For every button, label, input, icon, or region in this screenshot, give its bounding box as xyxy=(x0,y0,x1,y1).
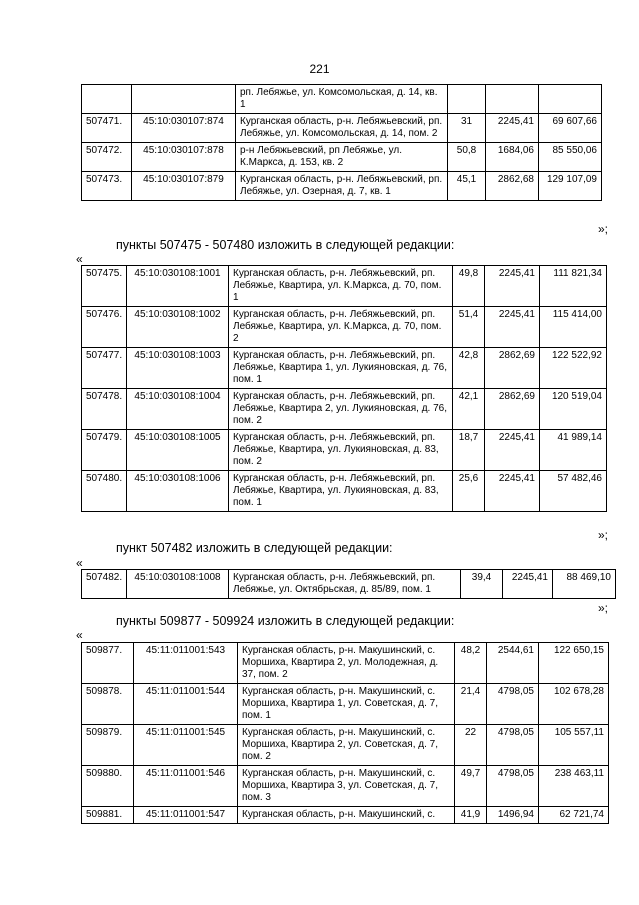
table-row xyxy=(82,172,602,201)
item-number-cell: 507471. xyxy=(82,114,132,143)
unit-price-cell: 2544,61 xyxy=(487,643,539,684)
address-cell: Курганская область, р-н. Лебяжьевский, рп. Лебяжье, Квартира 1, ул. Лукияновская, д. 76, пом. 1 xyxy=(229,348,453,389)
value-cell: 129 107,09 xyxy=(539,172,602,201)
cadastral-number-cell: 45:10:030108:1006 xyxy=(127,471,229,512)
value-cell: 111 821,34 xyxy=(540,266,607,307)
item-number-cell: 509878. xyxy=(82,684,134,725)
unit-price-cell: 2862,68 xyxy=(486,172,539,201)
unit-price-cell: 4798,05 xyxy=(487,766,539,807)
address-cell: Курганская область, р-н. Лебяжьевский, рп. Лебяжье, ул. Комсомольская, д. 14, пом. 2 xyxy=(236,114,448,143)
unit-price-cell: 2245,41 xyxy=(503,570,553,599)
item-number-cell: 507475. xyxy=(82,266,127,307)
table-row xyxy=(82,807,609,824)
address-cell: Курганская область, р-н. Лебяжьевский, рп. Лебяжье, Квартира 2, ул. Лукияновская, д. 76, пом. 2 xyxy=(229,389,453,430)
closing-quote: »; xyxy=(598,528,609,542)
cadastral-number-cell: 45:10:030108:1008 xyxy=(127,570,229,599)
area-cell: 31 xyxy=(448,114,486,143)
table-row xyxy=(82,307,607,348)
amendment-paragraph: пункты 507475 - 507480 изложить в следующей редакции: xyxy=(116,238,455,252)
cadastral-number-cell: 45:11:011001:547 xyxy=(134,807,238,824)
cadastral-number-cell: 45:10:030108:1003 xyxy=(127,348,229,389)
unit-price-cell: 4798,05 xyxy=(487,684,539,725)
value-cell: 238 463,11 xyxy=(539,766,609,807)
closing-quote: »; xyxy=(598,222,609,236)
cadastral-number-cell: 45:10:030107:878 xyxy=(132,143,236,172)
table-row xyxy=(82,266,607,307)
area-cell: 39,4 xyxy=(461,570,503,599)
area-cell: 50,8 xyxy=(448,143,486,172)
value-cell: 69 607,66 xyxy=(539,114,602,143)
area-cell: 22 xyxy=(455,725,487,766)
area-cell: 48,2 xyxy=(455,643,487,684)
unit-price-cell: 4798,05 xyxy=(487,725,539,766)
table-row xyxy=(82,114,602,143)
value-cell: 88 469,10 xyxy=(553,570,616,599)
table-row xyxy=(82,430,607,471)
unit-price-cell: 1496,94 xyxy=(487,807,539,824)
cadastral-number-cell: 45:10:030107:874 xyxy=(132,114,236,143)
item-number-cell xyxy=(82,85,132,114)
area-cell: 49,8 xyxy=(453,266,485,307)
cadastral-number-cell: 45:11:011001:545 xyxy=(134,725,238,766)
item-number-cell: 507480. xyxy=(82,471,127,512)
unit-price-cell: 2862,69 xyxy=(485,389,540,430)
amendment-paragraph: пункт 507482 изложить в следующей редакции: xyxy=(116,541,393,555)
item-number-cell: 509877. xyxy=(82,643,134,684)
cadastral-number-cell: 45:10:030108:1001 xyxy=(127,266,229,307)
address-cell: Курганская область, р-н. Лебяжьевский, рп. Лебяжье, Квартира, ул. Лукияновская, д. 83, пом. 1 xyxy=(229,471,453,512)
item-number-cell: 507478. xyxy=(82,389,127,430)
value-cell: 105 557,11 xyxy=(539,725,609,766)
value-cell: 41 989,14 xyxy=(540,430,607,471)
cadastral-number-cell: 45:11:011001:546 xyxy=(134,766,238,807)
table-row xyxy=(82,684,609,725)
address-cell: Курганская область, р-н. Лебяжьевский, рп. Лебяжье, ул. Октябрьская, д. 85/89, пом. 1 xyxy=(229,570,461,599)
address-cell: Курганская область, р-н. Лебяжьевский, рп. Лебяжье, Квартира, ул. К.Маркса, д. 70, пом. 1 xyxy=(229,266,453,307)
area-cell: 18,7 xyxy=(453,430,485,471)
cadastral-number-cell: 45:10:030108:1002 xyxy=(127,307,229,348)
cadastral-table-4 xyxy=(81,642,609,824)
cadastral-table-1 xyxy=(81,84,602,201)
table-row xyxy=(82,471,607,512)
table-row xyxy=(82,85,602,114)
item-number-cell: 507482. xyxy=(82,570,127,599)
address-cell: р-н Лебяжьевский, рп Лебяжье, ул. К.Маркса, д. 153, кв. 2 xyxy=(236,143,448,172)
table-row xyxy=(82,643,609,684)
unit-price-cell: 2862,69 xyxy=(485,348,540,389)
table-row xyxy=(82,766,609,807)
cadastral-number-cell: 45:10:030108:1004 xyxy=(127,389,229,430)
value-cell: 115 414,00 xyxy=(540,307,607,348)
opening-quote: « xyxy=(76,556,83,570)
item-number-cell: 509881. xyxy=(82,807,134,824)
area-cell xyxy=(448,85,486,114)
area-cell: 51,4 xyxy=(453,307,485,348)
unit-price-cell: 2245,41 xyxy=(485,430,540,471)
cadastral-number-cell: 45:11:011001:543 xyxy=(134,643,238,684)
address-cell: Курганская область, р-н. Макушинский, с. Моршиха, Квартира 3, ул. Советская, д. 7, пом. 3 xyxy=(238,766,455,807)
item-number-cell: 507476. xyxy=(82,307,127,348)
item-number-cell: 507472. xyxy=(82,143,132,172)
area-cell: 42,8 xyxy=(453,348,485,389)
table-row xyxy=(82,348,607,389)
address-cell: Курганская область, р-н. Лебяжьевский, рп. Лебяжье, Квартира, ул. Лукияновская, д. 83, пом. 2 xyxy=(229,430,453,471)
value-cell: 57 482,46 xyxy=(540,471,607,512)
cadastral-number-cell: 45:10:030107:879 xyxy=(132,172,236,201)
unit-price-cell: 2245,41 xyxy=(485,471,540,512)
table-row xyxy=(82,725,609,766)
area-cell: 25,6 xyxy=(453,471,485,512)
value-cell xyxy=(539,85,602,114)
value-cell: 122 650,15 xyxy=(539,643,609,684)
opening-quote: « xyxy=(76,252,83,266)
area-cell: 49,7 xyxy=(455,766,487,807)
item-number-cell: 509880. xyxy=(82,766,134,807)
address-cell: Курганская область, р-н. Макушинский, с. xyxy=(238,807,455,824)
cadastral-table-3 xyxy=(81,569,616,599)
value-cell: 122 522,92 xyxy=(540,348,607,389)
cadastral-number-cell: 45:10:030108:1005 xyxy=(127,430,229,471)
area-cell: 42,1 xyxy=(453,389,485,430)
unit-price-cell: 2245,41 xyxy=(485,307,540,348)
cadastral-table-2 xyxy=(81,265,607,512)
unit-price-cell: 1684,06 xyxy=(486,143,539,172)
unit-price-cell xyxy=(486,85,539,114)
value-cell: 102 678,28 xyxy=(539,684,609,725)
area-cell: 41,9 xyxy=(455,807,487,824)
unit-price-cell: 2245,41 xyxy=(485,266,540,307)
page-number: 221 xyxy=(309,62,330,76)
address-cell: Курганская область, р-н. Макушинский, с. Моршиха, Квартира 2, ул. Советская, д. 7, пом. 2 xyxy=(238,725,455,766)
value-cell: 62 721,74 xyxy=(539,807,609,824)
address-cell: рп. Лебяжье, ул. Комсомольская, д. 14, кв. 1 xyxy=(236,85,448,114)
item-number-cell: 509879. xyxy=(82,725,134,766)
address-cell: Курганская область, р-н. Макушинский, с. Моршиха, Квартира 2, ул. Молодежная, д. 37, пом. 2 xyxy=(238,643,455,684)
cadastral-number-cell xyxy=(132,85,236,114)
area-cell: 45,1 xyxy=(448,172,486,201)
item-number-cell: 507479. xyxy=(82,430,127,471)
value-cell: 85 550,06 xyxy=(539,143,602,172)
cadastral-number-cell: 45:11:011001:544 xyxy=(134,684,238,725)
item-number-cell: 507473. xyxy=(82,172,132,201)
table-row xyxy=(82,143,602,172)
address-cell: Курганская область, р-н. Лебяжьевский, рп. Лебяжье, Квартира, ул. К.Маркса, д. 70, пом. 2 xyxy=(229,307,453,348)
address-cell: Курганская область, р-н. Макушинский, с. Моршиха, Квартира 1, ул. Советская, д. 7, пом. 1 xyxy=(238,684,455,725)
item-number-cell: 507477. xyxy=(82,348,127,389)
unit-price-cell: 2245,41 xyxy=(486,114,539,143)
table-row xyxy=(82,389,607,430)
opening-quote: « xyxy=(76,628,83,642)
table-row xyxy=(82,570,616,599)
value-cell: 120 519,04 xyxy=(540,389,607,430)
amendment-paragraph: пункты 509877 - 509924 изложить в следующей редакции: xyxy=(116,614,455,628)
area-cell: 21,4 xyxy=(455,684,487,725)
address-cell: Курганская область, р-н. Лебяжьевский, рп. Лебяжье, ул. Озерная, д. 7, кв. 1 xyxy=(236,172,448,201)
closing-quote: »; xyxy=(598,601,609,615)
